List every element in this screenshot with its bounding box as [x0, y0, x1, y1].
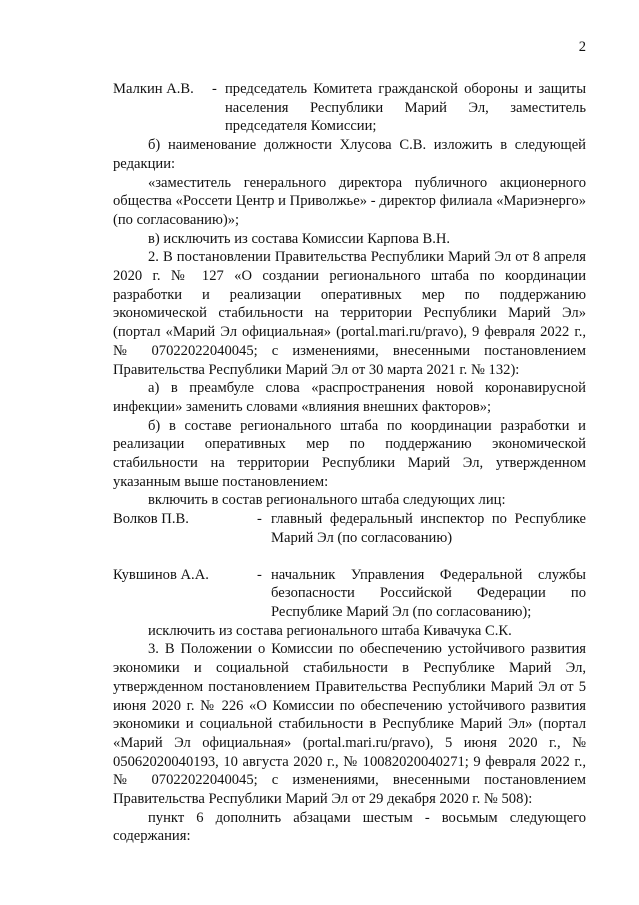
paragraph-include: включить в состав регионального штаба следующих лиц:: [148, 492, 506, 509]
member-dash: -: [257, 511, 262, 528]
paragraph-a2: а) в преамбуле слова «распространения новой коронавирусной инфекции» заменить словами «влияния внешних факторов»;: [113, 380, 586, 415]
member-entry-kuvshinov: [113, 566, 586, 622]
paragraph-2: 2. В постановлении Правительства Республики Марий Эл от 8 апреля 2020 г. № 127 «О создании регионального штаба по координации разработки и реализации оперативных мер по поддержанию экономической стабильности на территории Республики Марий Эл» (портал «Марий Эл официальная» (portal.mari.ru/pravo), 9 февраля 2022 г., № 07022022040045; с изменениями, внесенными постановлением Правительства Республики Марий Эл от 30 марта 2021 г. № 132):: [113, 249, 586, 378]
member-description: начальник Управления Федеральной службы безопасности Российской Федерации по Республике Марий Эл (по согласованию);: [271, 566, 586, 620]
member-entry-volkov: [113, 510, 586, 547]
member-dash: -: [257, 566, 262, 583]
paragraph-quote1: «заместитель генерального директора публичного акционерного общества «Россети Центр и Приволжье» - директор филиала «Мариэнерго» (по согласованию)»;: [113, 174, 586, 228]
paragraph-exclude: исключить из состава регионального штаба Кивачука С.К.: [148, 622, 512, 639]
member-entry-malkin: [113, 80, 586, 136]
member-description: председатель Комитета гражданской обороны и защиты населения Республики Марий Эл, заместитель председателя Комиссии;: [225, 81, 586, 135]
paragraph-3: 3. В Положении о Комиссии по обеспечению устойчивого развития экономики и социальной стабильности в Республике Марий Эл, утвержденном постановлением Правительства Республики Марий Эл от 5 июня 2020 г. № 226 «О Комиссии по обеспечению устойчивого развития экономики и социальной стабильности в Республике Марий Эл» (портал «Марий Эл официальная» (portal.mari.ru/pravo), 5 июня 2020 г., № 05062020040193, 10 августа 2020 г., № 10082020040271; 9 февраля 2022 г., № 07022022040045; с изменениями, внесенными постановлением Правительства Республики Марий Эл от 29 декабря 2020 г. № 508):: [113, 641, 586, 808]
member-name: Кувшинов А.А.: [113, 566, 209, 583]
document-body: [113, 80, 586, 846]
member-dash: -: [212, 81, 217, 97]
member-description: главный федеральный инспектор по Республике Марий Эл (по согласованию): [271, 511, 586, 546]
paragraph-6: пункт 6 дополнить абзацами шестым - восьмым следующего содержания:: [113, 809, 586, 845]
member-name: Малкин А.В.: [113, 81, 194, 97]
paragraph-v1: в) исключить из состава Комиссии Карпова В.Н.: [148, 230, 451, 247]
member-name: Волков П.В.: [113, 511, 189, 528]
paragraph-b1: б) наименование должности Хлусова С.В. изложить в следующей редакции:: [113, 137, 586, 172]
spacer: [113, 548, 586, 566]
paragraph-b2: б) в составе регионального штаба по координации разработки и реализации оперативных мер по поддержанию экономической стабильности на территории Республики Марий Эл, утвержденном указанным выше постановлением:: [113, 417, 586, 490]
page-number: 2: [578, 39, 586, 55]
